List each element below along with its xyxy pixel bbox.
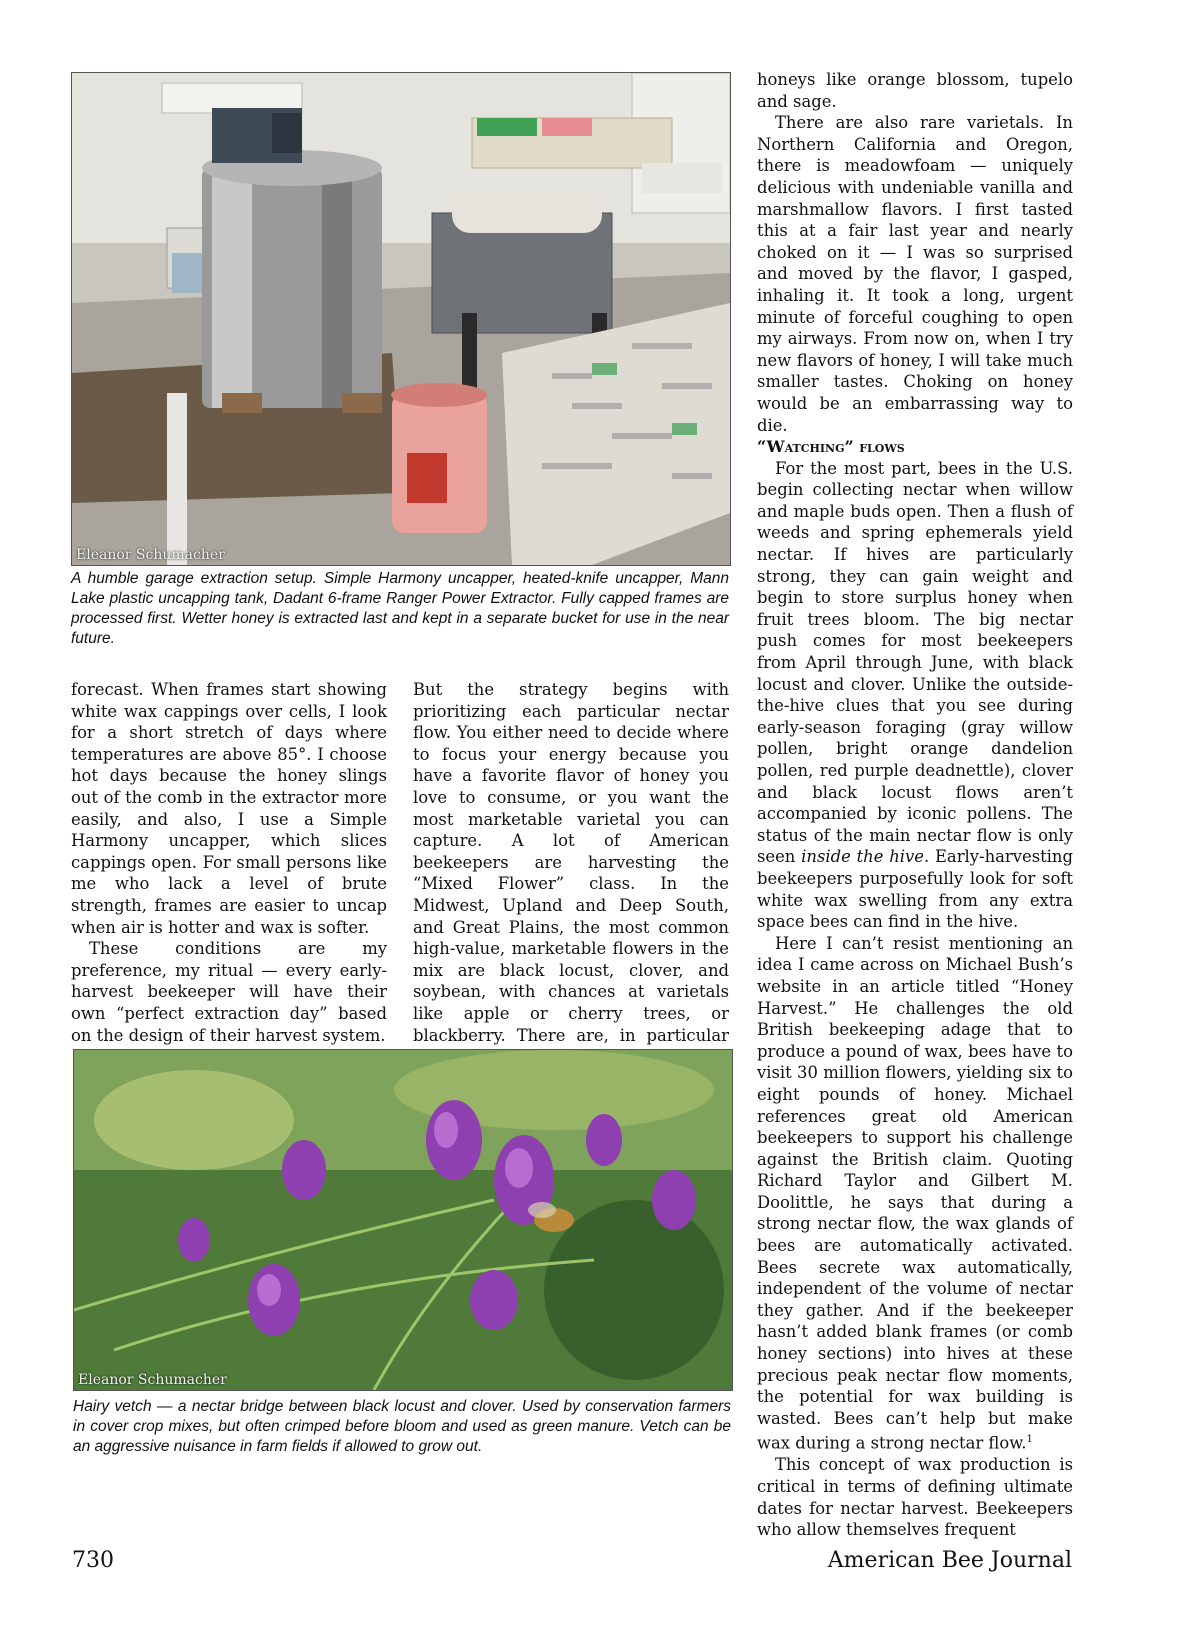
hairy-vetch-illustration [74,1050,732,1390]
extraction-setup-illustration [72,73,730,565]
paragraph: Here I can’t resist mentioning an idea I came across on Michael Bush’s website in an article titled “Honey Harvest.” He challenges the old British beekeeping adage that to produce a pound of wax, bees have to visit 30 million flowers, yielding six to eight pounds of honey. Michael references great old American beekeepers to support his challenge against the British claim. Quoting Richard Taylor and Gilbert M. Doolittle, he says that during a strong nectar flow, the wax glands of bees are automatically activated. Bees secrete wax automatically, independent of the volume of nectar they gather. And if the beekeeper hasn’t added blank frames (or comb honey sections) into hives at these precious peak nectar flow moments, the potential for wax building is wasted. Bees can’t help but make wax during a strong nectar flow.$^1$ [757,933,1073,1453]
hairy-vetch-caption: Hairy vetch — a nectar bridge between black locust and clover. Used by conservation farmers in cover crop mixes, but often crimped before bloom and used as green manure. Vetch can be an aggressive nuisance in farm fields if allowed to grow out. [73,1398,731,1455]
extraction-setup-photo [71,72,731,566]
emphasis: inside the hive. [801,847,930,867]
paragraph: honeys like orange blossom, tupelo and sage. [757,70,1073,111]
photo-credit: Eleanor Schumacher [76,547,225,563]
paragraph: For the most part, bees in the U.S. begin collecting nectar when willow and maple buds open. Then a flush of weeds and spring ephemerals yield nectar. If hives are particularly strong, they can gain weight and begin to store surplus honey when fruit trees bloom. The big nectar push comes for most beekeepers from April through June, with black locust and clover. Unlike the outside-the-hive clues that you see during early-season foraging (gray willow pollen, bright orange dandelion pollen, red purple deadnettle), clover and black locust flows aren’t accompanied by iconic pollens. The status of the main nectar flow is only seen inside the hive. Early-harvesting beekeepers purposefully look for soft white wax swelling from any extra space bees can find in the hive. [757,458,1073,932]
article-column-left [71,679,387,1046]
paragraph: But the strategy begins with prioritizing each particular nectar flow. You either need to decide where to focus your energy because you have a favorite flavor of honey you love to consume, or you want the most marketable varietal you can capture. A lot of American beekeepers are harvesting the “Mixed Flower” class. In the Midwest, Upland and Deep South, and Great Plains, the most common high-value, marketable flowers in the mix are black locust, clover, and soybean, with chances at varietals like apple or cherry trees, or blackberry. There are, in particular [413,680,729,1045]
page-number: 730 [72,1548,114,1573]
article-column-middle [413,679,729,1068]
article-column-right [757,69,1073,1541]
paragraph: There are also rare varietals. In Northern California and Oregon, there is meadowfoam — uniquely delicious with undeniable vanilla and marshmallow flavors. I first tasted this at a fair last year and nearly choked on it — I was so surprised and moved by the flavor, I gasped, inhaling it. It took a long, urgent minute of forceful coughing to open my airways. From now on, when I try new flavors of honey, I will take much smaller tastes. Choking on honey would be an embarrassing way to die. [757,113,1073,435]
hairy-vetch-photo [73,1049,733,1391]
journal-name: American Bee Journal [827,1548,1072,1573]
section-heading: “Watching” flows [757,437,905,457]
photo-credit: Eleanor Schumacher [78,1372,227,1388]
footnote-marker: 1 [1026,1434,1033,1446]
extraction-setup-caption: A humble garage extraction setup. Simple Harmony uncapper, heated-knife uncapper, Mann Lake plastic uncapping tank, Dadant 6-frame Ranger Power Extractor. Fully capped frames are processed first. Wetter honey is extracted last and kept in a separate bucket for use in the near future. [71,570,729,647]
paragraph: This concept of wax production is critical in terms of defining ultimate dates for nectar harvest. Beekeepers who allow themselves frequent [757,1455,1073,1540]
paragraph: forecast. When frames start showing white wax cappings over cells, I look for a short stretch of days where temperatures are above 85°. I choose hot days because the honey slings out of the comb in the extractor more easily, and also, I use a Simple Harmony uncapper, which slices cappings open. For small persons like me who lack a level of brute strength, frames are easier to uncap when air is hotter and wax is softer. [71,680,387,937]
paragraph: These conditions are my preference, my ritual — every early-harvest beekeeper will have their own “perfect extraction day” based on the design of their harvest system. [71,939,387,1045]
